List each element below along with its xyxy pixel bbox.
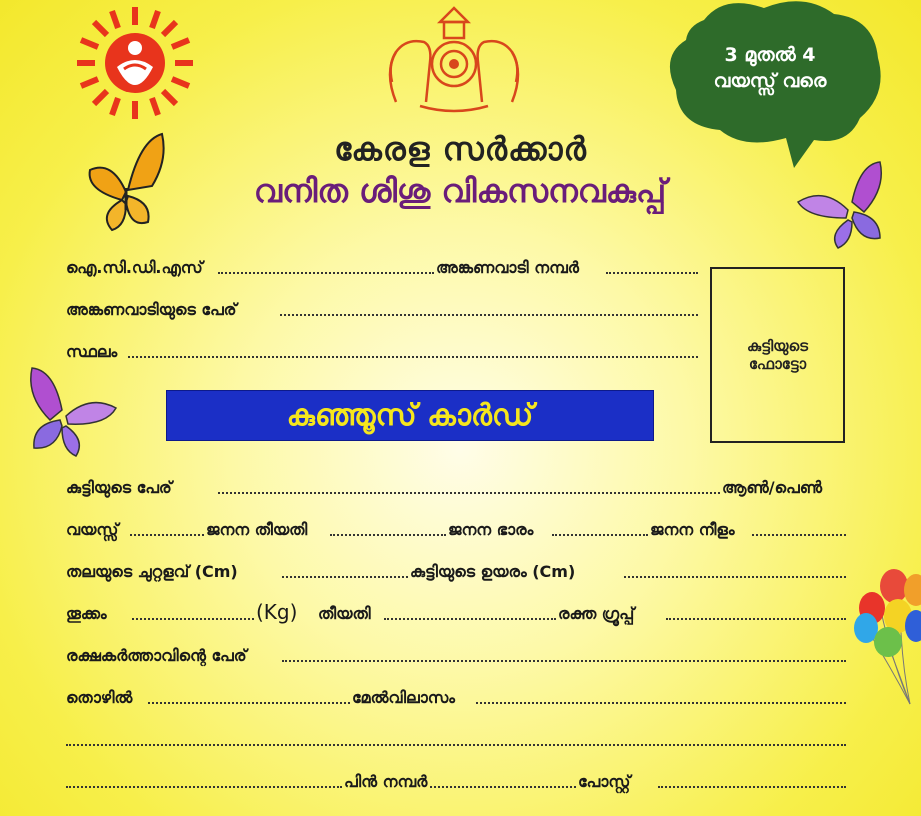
weight-label: തൂക്കം <box>66 604 107 623</box>
butterfly-purple-right-icon <box>794 158 886 250</box>
post-label: പോസ്റ്റ് <box>578 772 631 791</box>
birth-weight-label: ജനന ഭാരം <box>448 520 534 539</box>
department-title: വനിത ശിശു വികസനവകുപ്പ് <box>253 172 667 210</box>
head-circumference-field[interactable] <box>282 576 408 578</box>
icds-sun-logo <box>72 5 198 121</box>
blood-group-label: രക്ത ഗ്രൂപ്പ് <box>558 604 635 623</box>
blood-group-field[interactable] <box>666 618 846 620</box>
kerala-emblem <box>366 2 542 114</box>
card-title-banner: കുഞ്ഞൂസ് കാർഡ് <box>166 390 654 441</box>
age-label: വയസ്സ് <box>66 520 119 539</box>
head-circumference-label: തലയുടെ ചുറ്റളവ് (Cm) <box>66 562 238 581</box>
occupation-label: തൊഴിൽ <box>66 688 133 707</box>
pin-number-label: പിൻ നമ്പർ <box>344 772 428 791</box>
child-name-field[interactable] <box>218 492 720 494</box>
address-line-2-field[interactable] <box>66 744 846 746</box>
anganwadi-number-label: അങ്കണവാടി നമ്പർ <box>436 258 579 277</box>
date-label: തീയതി <box>318 604 371 623</box>
place-label: സ്ഥലം <box>66 342 118 361</box>
age-range-badge <box>680 42 860 94</box>
age-field[interactable] <box>130 534 204 536</box>
gender-label: ആൺ/പെൺ <box>722 478 823 497</box>
weight-field[interactable] <box>132 618 254 620</box>
kg-unit-label: (Kg) <box>256 600 298 624</box>
butterfly-purple-left-icon <box>24 364 118 458</box>
place-field[interactable] <box>128 356 698 358</box>
photo-box-label: കുട്ടിയുടെ ഫോട്ടോ <box>746 337 808 373</box>
birth-length-field[interactable] <box>752 534 846 536</box>
birth-weight-field[interactable] <box>552 534 648 536</box>
age-range-line2: വയസ്സ് വരെ <box>713 70 827 92</box>
icds-label: ഐ.സി.ഡി.എസ് <box>66 258 203 277</box>
anganwadi-name-field[interactable] <box>280 314 698 316</box>
date-field[interactable] <box>384 618 556 620</box>
anganwadi-number-field[interactable] <box>606 272 698 274</box>
occupation-field[interactable] <box>148 702 350 704</box>
butterfly-orange-icon <box>82 130 172 234</box>
anganwadi-name-label: അങ്കണവാടിയുടെ പേര് <box>66 300 237 319</box>
birth-date-label: ജനന തീയതി <box>206 520 308 539</box>
post-field[interactable] <box>658 786 846 788</box>
birth-date-field[interactable] <box>330 534 446 536</box>
child-photo-box[interactable] <box>710 267 845 443</box>
age-range-line1: 3 മുതൽ 4 <box>724 44 816 66</box>
address-line-3-field[interactable] <box>66 786 342 788</box>
height-label: കുട്ടിയുടെ ഉയരം (Cm) <box>410 562 576 581</box>
address-label: മേൽവിലാസം <box>352 688 455 707</box>
balloons-icon <box>850 566 921 706</box>
birth-length-label: ജനന നീളം <box>650 520 735 539</box>
child-name-label: കുട്ടിയുടെ പേര് <box>66 478 172 497</box>
icds-field[interactable] <box>218 272 434 274</box>
pin-number-field[interactable] <box>430 786 576 788</box>
height-field[interactable] <box>624 576 846 578</box>
guardian-name-field[interactable] <box>282 660 846 662</box>
guardian-name-label: രക്ഷകർത്താവിന്റെ പേര് <box>66 646 247 665</box>
address-field[interactable] <box>476 702 846 704</box>
government-title: കേരള സർക്കാർ <box>334 130 587 168</box>
